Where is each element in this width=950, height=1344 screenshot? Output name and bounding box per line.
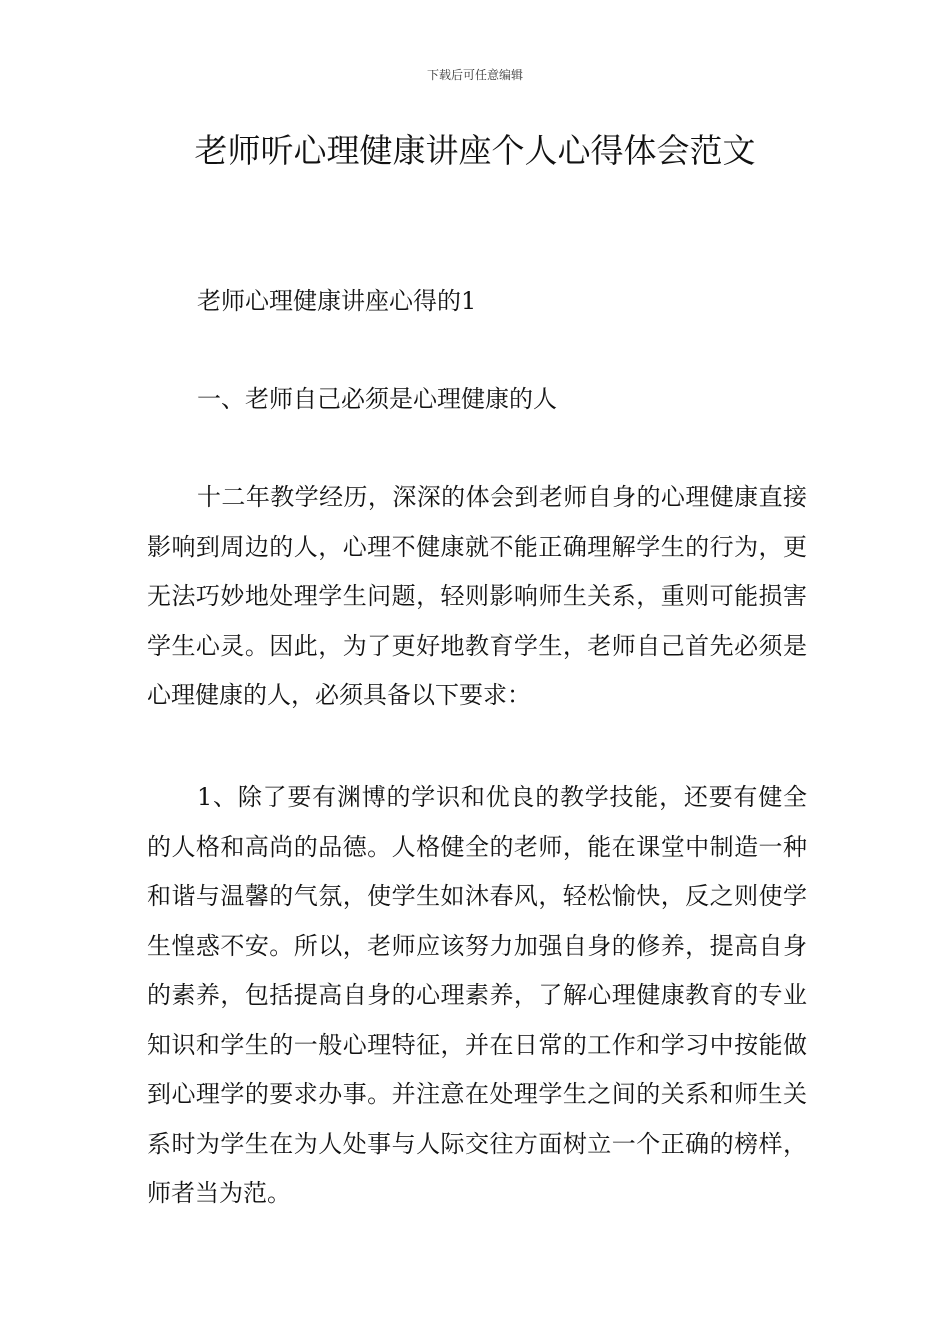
body-paragraph: 十二年教学经历，深深的体会到老师自身的心理健康直接影响到周边的人，心理不健康就不能正确理解学生的行为，更无法巧妙地处理学生问题，轻则影响师生关系，重则可能损害学生心灵。因此，为了更好地教育学生，老师自己首先必须是心理健康的人，必须具备以下要求： — [147, 483, 807, 709]
section-heading: 老师心理健康讲座心得的1 — [197, 287, 477, 315]
header-note: 下载后可任意编辑 — [426, 68, 523, 82]
document-title: 老师听心理健康讲座个人心得体会范文 — [194, 131, 756, 170]
subsection-heading: 一、老师自己必须是心理健康的人 — [197, 385, 557, 413]
body-paragraph: 1、除了要有渊博的学识和优良的教学技能，还要有健全的人格和高尚的品德。人格健全的老师，能在课堂中制造一种和谐与温馨的气氛，使学生如沐春风，轻松愉快，反之则使学生惶惑不安。所以，老师应该努力加强自身的修养，提高自身的素养，包括提高自身的心理素养，了解心理健康教育的专业知识和学生的一般心理特征，并在日常的工作和学习中按能做到心理学的要求办事。并注意在处理学生之间的关系和师生关系时为学生在为人处事与人际交往方面树立一个正确的榜样，师者当为范。 — [147, 783, 807, 1207]
